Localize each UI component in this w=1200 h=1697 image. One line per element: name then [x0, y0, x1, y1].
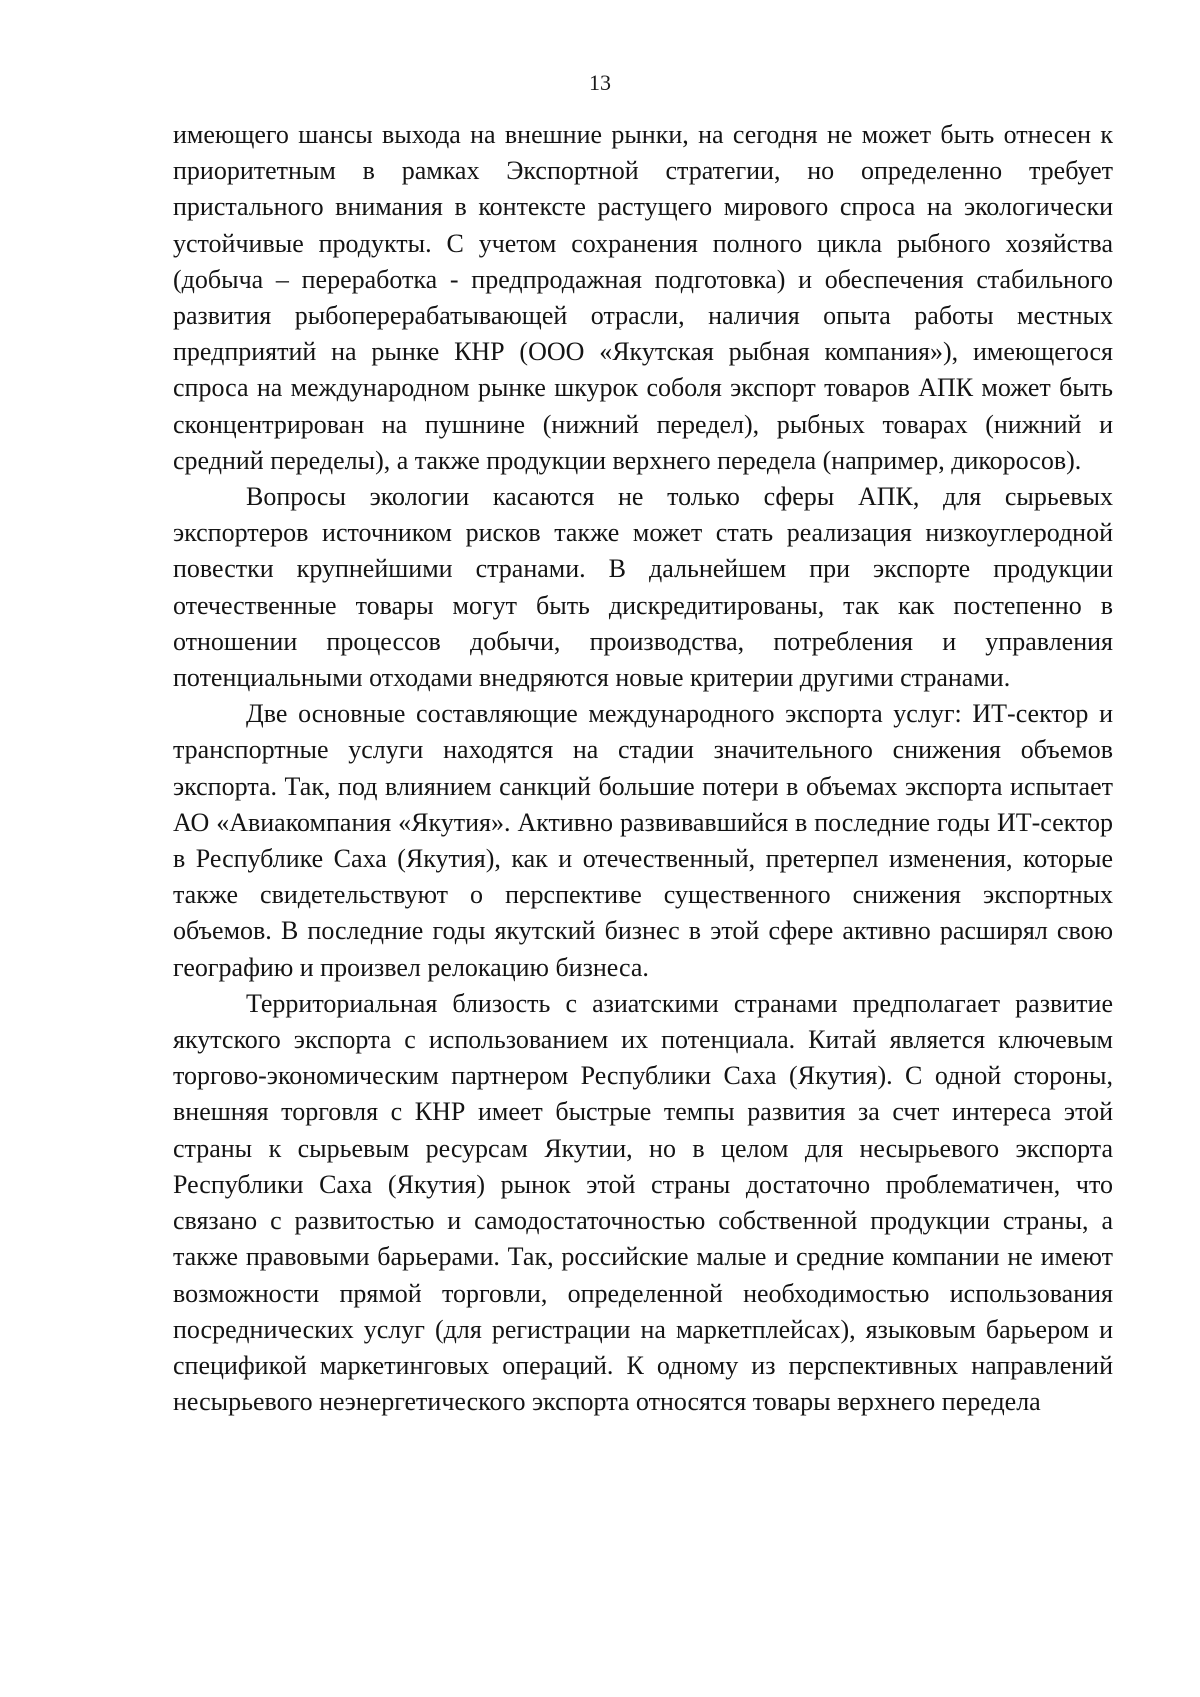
paragraph-2: Вопросы экологии касаются не только сферы АПК, для сырьевых экспортеров источником рисков также может стать реализация низкоуглеродной повестки крупнейшими странами. В дальнейшем при экспорте продукции отечественные товары могут быть дискредитированы, так как постепенно в отношении процессов добычи, производства, потребления и управления потенциальными отходами внедряются новые критерии другими странами. [173, 482, 1113, 693]
paragraph-1: имеющего шансы выхода на внешние рынки, на сегодня не может быть отнесен к приоритетным в рамках Экспортной стратегии, но определенно требует пристального внимания в контексте растущего мирового спроса на экологически устойчивые продукты. С учетом сохранения полного цикла рыбного хозяйства (добыча – переработка - предпродажная подготовка) и обеспечения стабильного развития рыбоперерабатывающей отрасли, наличия опыта работы местных предприятий на рынке КНР (ООО «Якутская рыбная компания»), имеющегося спроса на международном рынке шкурок соболя экспорт товаров АПК может быть сконцентрирован на пушнине (нижний передел), рыбных товарах (нижний и средний переделы), а также продукции верхнего передела (например, дикоросов). [173, 120, 1113, 475]
paragraph-3: Две основные составляющие международного экспорта услуг: ИТ-сектор и транспортные услуги находятся на стадии значительного снижения объемов экспорта. Так, под влиянием санкций большие потери в объемах экспорта испытает АО «Авиакомпания «Якутия». Активно развивавшийся в последние годы ИТ-сектор в Республике Саха (Якутия), как и отечественный, претерпел изменения, которые также свидетельствуют о перспективе существенного снижения экспортных объемов. В последние годы якутский бизнес в этой сфере активно расширял свою географию и произвел релокацию бизнеса. [173, 699, 1113, 982]
paragraph-4: Территориальная близость с азиатскими странами предполагает развитие якутского экспорта с использованием их потенциала. Китай является ключевым торгово-экономическим партнером Республики Саха (Якутия). С одной стороны, внешняя торговля с КНР имеет быстрые темпы развития за счет интереса этой страны к сырьевым ресурсам Якутии, но в целом для несырьевого экспорта Республики Саха (Якутия) рынок этой страны достаточно проблематичен, что связано с развитостью и самодостаточностью собственной продукции страны, а также правовыми барьерами. Так, российские малые и средние компании не имеют возможности прямой торговли, определенной необходимостью использования посреднических услуг (для регистрации на маркетплейсах), языковым барьером и спецификой маркетинговых операций. К одному из перспективных направлений несырьевого неэнергетического экспорта относятся товары верхнего передела [173, 988, 1113, 1417]
page-number: 13 [589, 70, 611, 95]
document-body [173, 117, 1113, 1420]
